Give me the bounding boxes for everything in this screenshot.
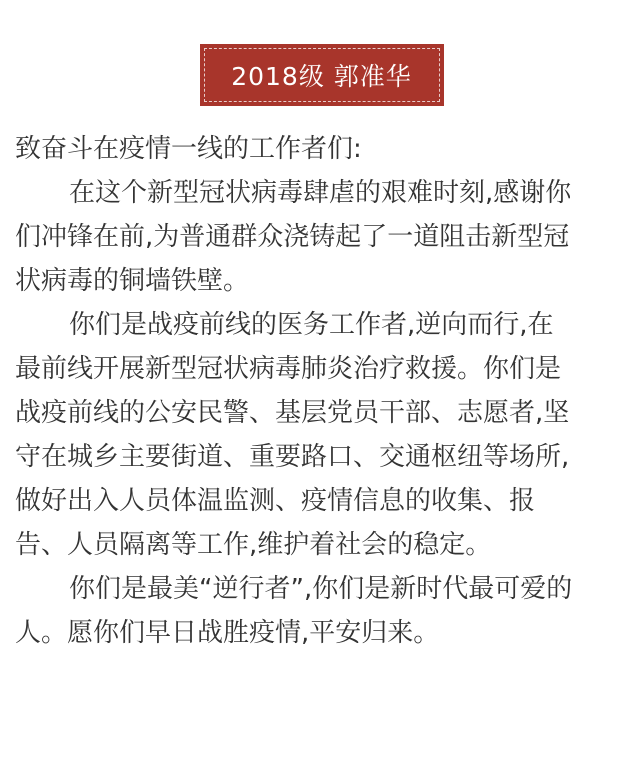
letter-paragraph-2: [15, 303, 643, 567]
paragraph-line: 状病毒的铜墙铁壁。: [15, 266, 250, 296]
letter-salutation: 致奋斗在疫情一线的工作者们:: [15, 134, 362, 164]
paragraph-line: 人。愿你们早日战胜疫情,平安归来。: [15, 618, 440, 648]
paragraph-line: 战疫前线的公安民警、基层党员干部、志愿者,坚: [15, 398, 570, 428]
paragraph-line: 最前线开展新型冠状病毒肺炎治疗救援。你们是: [15, 354, 562, 384]
paragraph-line: 做好出入人员体温监测、疫情信息的收集、报: [15, 486, 536, 516]
paragraph-line: 你们是战疫前线的医务工作者,逆向而行,在: [69, 310, 554, 340]
paragraph-line: 在这个新型冠状病毒肆虐的艰难时刻,感谢你: [69, 178, 572, 208]
paragraph-line: 你们是最美“逆行者”,你们是新时代最可爱的: [69, 574, 573, 604]
paragraph-line: 们冲锋在前,为普通群众浇铸起了一道阻击新型冠: [15, 222, 570, 252]
header-badge-container: [0, 44, 643, 106]
author-badge-text: 2018级 郭准华: [231, 62, 412, 91]
paragraph-line: 告、人员隔离等工作,维护着社会的稳定。: [15, 530, 492, 560]
letter-paragraph-3: [15, 567, 643, 655]
author-badge: [200, 44, 444, 106]
paragraph-line: 守在城乡主要街道、重要路口、交通枢纽等场所,: [15, 442, 570, 472]
letter-paragraph-1: [15, 171, 643, 303]
author-badge-inner: [204, 48, 440, 102]
letter-body: [15, 127, 643, 655]
